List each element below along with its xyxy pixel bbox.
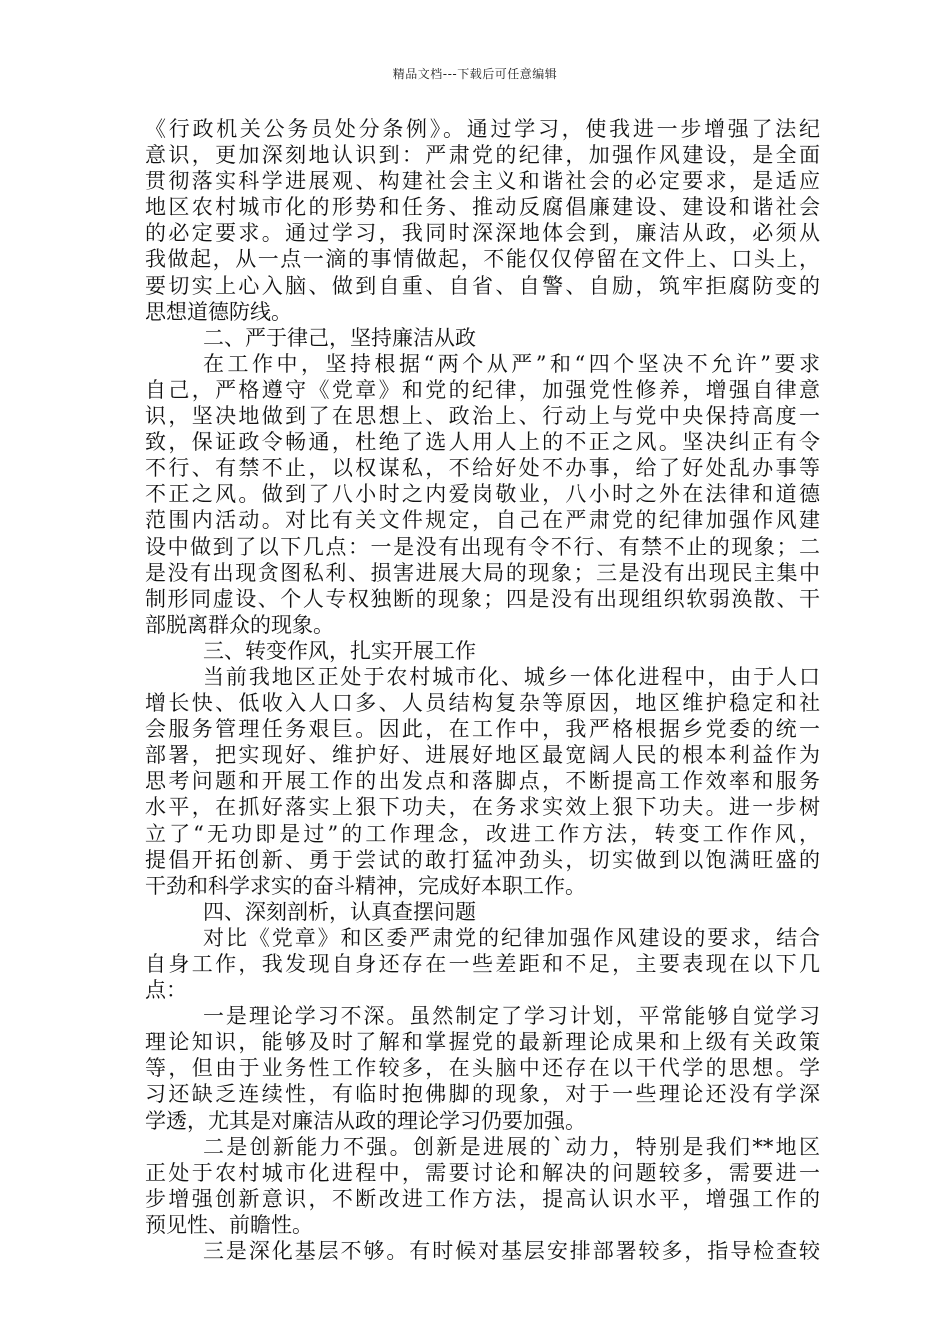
text-line: 不正之风。做到了八小时之内爱岗敬业，八小时之外在法律和道德 [145, 482, 820, 507]
text-line: 理论知识，能够及时了解和掌握党的最新理论成果和上级有关政策 [145, 1030, 820, 1055]
text-line: 二、严于律己，坚持廉洁从政 [203, 325, 476, 350]
text-line: 二是创新能力不强。创新是进展的`动力，特别是我们**地区 [203, 1134, 820, 1159]
text-line: 在工作中，坚持根据“两个从严”和“四个坚决不允许”要求 [203, 351, 820, 376]
text-line: 一是理论学习不深。虽然制定了学习计划，平常能够自觉学习 [203, 1004, 820, 1029]
text-line: 部署，把实现好、维护好、进展好地区最宽阔人民的根本利益作为 [145, 743, 820, 768]
text-line: 等，但由于业务性工作较多，在头脑中还存在以干代学的思想。学 [145, 1056, 820, 1081]
text-line: 贯彻落实科学进展观、构建社会主义和谐社会的必定要求，是适应 [145, 169, 820, 194]
text-line: 地区农村城市化的形势和任务、推动反腐倡廉建设、建设和谐社会 [145, 195, 820, 220]
text-line: 范围内活动。对比有关文件规定，自己在严肃党的纪律加强作风建 [145, 508, 820, 533]
text-line: 正处于农村城市化进程中，需要讨论和解决的问题较多，需要进一 [145, 1160, 820, 1185]
document-body [145, 116, 820, 1264]
page-header: 精品文档---下载后可任意编辑 [392, 67, 558, 81]
text-line: 立了“无功即是过”的工作理念，改进工作方法，转变工作作风， [145, 821, 820, 846]
text-line: 思想道德防线。 [145, 299, 292, 324]
text-line: 步增强创新意识，不断改进工作方法，提高认识水平，增强工作的 [145, 1186, 820, 1211]
text-line: 制形同虚设、个人专权独断的现象；四是没有出现组织软弱涣散、干 [145, 586, 820, 611]
text-line: 学透，尤其是对廉洁从政的理论学习仍要加强。 [145, 1108, 586, 1133]
text-line: 三、转变作风，扎实开展工作 [203, 638, 476, 663]
text-line: 当前我地区正处于农村城市化、城乡一体化进程中，由于人口 [203, 664, 820, 689]
text-line: 自己，严格遵守《党章》和党的纪律，加强党性修养，增强自律意 [145, 377, 820, 402]
text-line: 会服务管理任务艰巨。因此，在工作中，我严格根据乡党委的统一 [145, 717, 820, 742]
text-line: 设中做到了以下几点：一是没有出现有令不行、有禁不止的现象；二 [145, 534, 820, 559]
text-line: 预见性、前瞻性。 [145, 1212, 313, 1237]
text-line: 致，保证政令畅通，杜绝了选人用人上的不正之风。坚决纠正有令 [145, 430, 820, 455]
text-line: 《行政机关公务员处分条例》。通过学习，使我进一步增强了法纪 [145, 117, 820, 141]
text-line: 四、深刻剖析，认真查摆问题 [203, 899, 476, 924]
text-line: 点： [145, 978, 187, 1003]
text-line: 干劲和科学求实的奋斗精神，完成好本职工作。 [145, 873, 586, 898]
text-line: 要切实上心入脑、做到自重、自省、自警、自励，筑牢拒腐防变的 [145, 273, 820, 298]
text-line: 自身工作，我发现自身还存在一些差距和不足，主要表现在以下几 [145, 952, 820, 976]
text-line: 不行、有禁不止，以权谋私，不给好处不办事，给了好处乱办事等 [145, 456, 820, 481]
text-line: 三是深化基层不够。有时候对基层安排部署较多，指导检查较 [203, 1239, 820, 1264]
text-line: 对比《党章》和区委严肃党的纪律加强作风建设的要求，结合 [203, 925, 820, 950]
text-line: 的必定要求。通过学习，我同时深深地体会到，廉洁从政，必须从 [145, 221, 820, 246]
text-line: 部脱离群众的现象。 [145, 612, 334, 637]
text-line: 习还缺乏连续性，有临时抱佛脚的现象，对于一些理论还没有学深 [145, 1082, 820, 1107]
text-line: 思考问题和开展工作的出发点和落脚点，不断提高工作效率和服务 [145, 769, 820, 794]
text-line: 是没有出现贪图私利、损害进展大局的现象；三是没有出现民主集中 [145, 560, 820, 585]
text-line: 我做起，从一点一滴的事情做起，不能仅仅停留在文件上、口头上， [145, 247, 820, 272]
text-line: 提倡开拓创新、勇于尝试的敢打猛冲劲头，切实做到以饱满旺盛的 [145, 847, 820, 872]
text-line: 水平，在抓好落实上狠下功夫，在务求实效上狠下功夫。进一步树 [145, 795, 820, 820]
text-line: 识，坚决地做到了在思想上、政治上、行动上与党中央保持高度一 [145, 404, 820, 429]
text-line: 增长快、低收入人口多、人员结构复杂等原因，地区维护稳定和社 [145, 691, 820, 716]
text-line: 意识，更加深刻地认识到：严肃党的纪律，加强作风建设，是全面 [145, 143, 820, 168]
